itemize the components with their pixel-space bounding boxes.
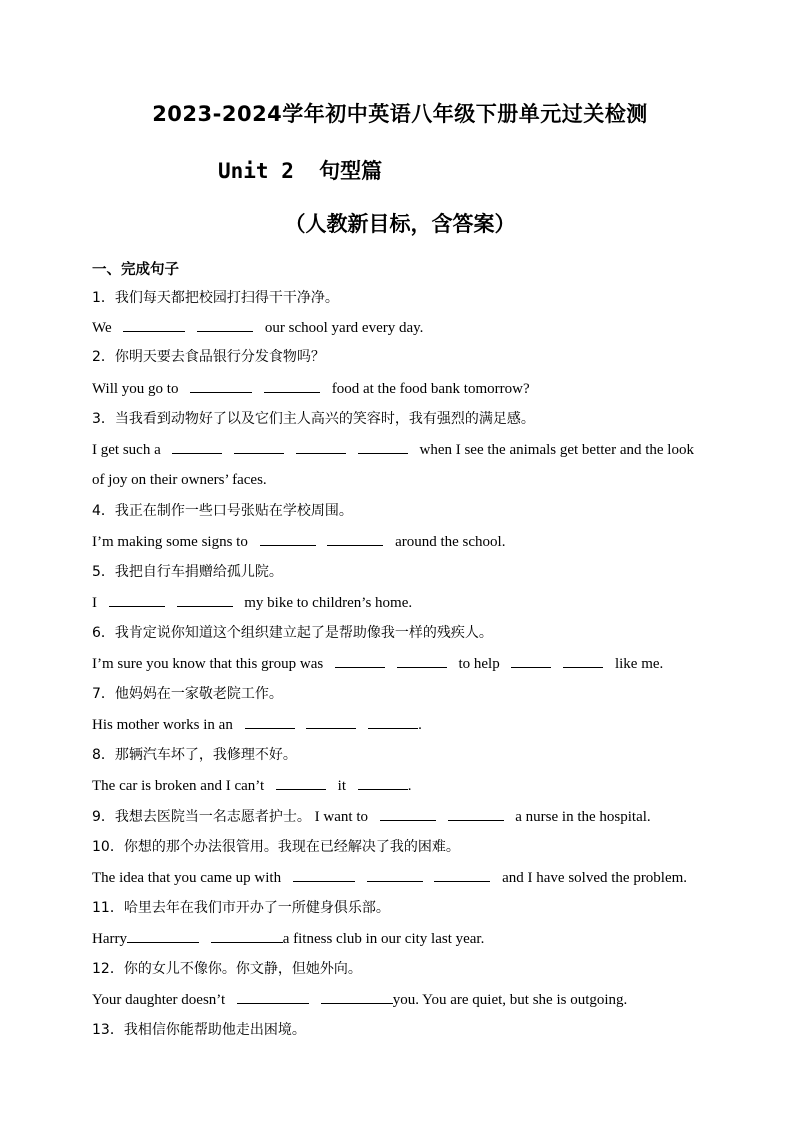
question-7-chinese: 7．他妈妈在一家敬老院工作。 bbox=[92, 686, 283, 702]
sentence-text: I’m making some signs to bbox=[92, 534, 248, 550]
sentence-text: a fitness club in our city last year. bbox=[282, 931, 485, 947]
answer-blank[interactable] bbox=[211, 928, 283, 943]
sentence-text: I bbox=[92, 595, 97, 611]
sentence-text: like me. bbox=[614, 656, 664, 672]
sentence-text: The idea that you came up with bbox=[92, 870, 282, 886]
sentence-text: a nurse in the hospital. bbox=[515, 809, 651, 825]
question-12-english bbox=[92, 989, 627, 1010]
question-3-chinese: 3．当我看到动物好了以及它们主人高兴的笑容时，我有强烈的满足感。 bbox=[92, 411, 535, 427]
answer-blank[interactable] bbox=[276, 775, 326, 790]
answer-blank[interactable] bbox=[397, 653, 447, 668]
answer-blank[interactable] bbox=[245, 714, 295, 729]
sentence-text: it bbox=[337, 778, 346, 794]
answer-blank[interactable] bbox=[367, 867, 423, 882]
sentence-text: my bike to children’s home. bbox=[244, 595, 413, 611]
answer-blank[interactable] bbox=[321, 989, 393, 1004]
sentence-text: Your daughter doesn’t bbox=[92, 992, 226, 1008]
question-2-chinese: 2．你明天要去食品银行分发食物吗？ bbox=[92, 349, 325, 365]
sentence-text: . bbox=[418, 717, 422, 733]
sentence-text: and I have solved the problem. bbox=[502, 870, 688, 886]
question-6-chinese: 6．我肯定说你知道这个组织建立起了是帮助像我一样的残疾人。 bbox=[92, 625, 493, 641]
sentence-text: to help bbox=[458, 656, 500, 672]
answer-blank[interactable] bbox=[190, 378, 252, 393]
question-10-english bbox=[92, 867, 687, 888]
answer-blank[interactable] bbox=[306, 714, 356, 729]
answer-blank[interactable] bbox=[434, 867, 490, 882]
question-1-chinese: 1．我们每天都把校园打扫得干干净净。 bbox=[92, 290, 339, 306]
answer-blank[interactable] bbox=[511, 653, 551, 668]
question-4-english bbox=[92, 531, 505, 552]
sentence-text: our school yard every day. bbox=[264, 320, 424, 336]
question-5-chinese: 5．我把自行车捐赠给孤儿院。 bbox=[92, 564, 283, 580]
sentence-text: Will you go to bbox=[92, 381, 179, 397]
sentence-text: around the school. bbox=[395, 534, 506, 550]
question-11-english bbox=[92, 928, 484, 949]
question-4-chinese: 4．我正在制作一些口号张贴在学校周围。 bbox=[92, 503, 353, 519]
answer-blank[interactable] bbox=[177, 592, 233, 607]
sentence-text: The car is broken and I can’t bbox=[92, 778, 265, 794]
edition-note: （人教新目标，含答案） bbox=[284, 212, 516, 236]
question-12-chinese: 12．你的女儿不像你。你文静，但她外向。 bbox=[92, 961, 362, 977]
question-9-chinese: 9．我想去医院当一名志愿者护士。 bbox=[92, 809, 311, 825]
answer-blank[interactable] bbox=[380, 806, 436, 821]
question-10-chinese: 10．你想的那个办法很管用。我现在已经解决了我的困难。 bbox=[92, 839, 460, 855]
question-7-english bbox=[92, 714, 422, 735]
sentence-text: when I see the animals get better and the look bbox=[419, 442, 694, 458]
sentence-text: I want to bbox=[314, 809, 368, 825]
answer-blank[interactable] bbox=[123, 317, 185, 332]
sentence-text: you. You are quiet, but she is outgoing. bbox=[392, 992, 628, 1008]
sentence-text: We bbox=[92, 320, 112, 336]
question-6-english bbox=[92, 653, 663, 674]
question-8-english bbox=[92, 775, 412, 796]
question-11-chinese: 11．哈里去年在我们市开办了一所健身俱乐部。 bbox=[92, 900, 390, 916]
question-5-english bbox=[92, 592, 412, 613]
answer-blank[interactable] bbox=[368, 714, 418, 729]
unit-subtitle: Unit 2 句型篇 bbox=[218, 159, 383, 183]
answer-blank[interactable] bbox=[264, 378, 320, 393]
answer-blank[interactable] bbox=[260, 531, 316, 546]
answer-blank[interactable] bbox=[335, 653, 385, 668]
answer-blank[interactable] bbox=[172, 439, 222, 454]
answer-blank[interactable] bbox=[296, 439, 346, 454]
answer-blank[interactable] bbox=[358, 775, 408, 790]
answer-blank[interactable] bbox=[237, 989, 309, 1004]
answer-blank[interactable] bbox=[327, 531, 383, 546]
sentence-text: I get such a bbox=[92, 442, 161, 458]
sentence-text: I’m sure you know that this group was bbox=[92, 656, 324, 672]
answer-blank[interactable] bbox=[293, 867, 355, 882]
question-3-english-continued: of joy on their owners’ faces. bbox=[92, 472, 267, 488]
answer-blank[interactable] bbox=[109, 592, 165, 607]
page-title: 2023-2024学年初中英语八年级下册单元过关检测 bbox=[152, 102, 648, 126]
question-9 bbox=[92, 806, 651, 827]
question-2-english bbox=[92, 378, 530, 399]
sentence-text: food at the food bank tomorrow? bbox=[331, 381, 530, 397]
answer-blank[interactable] bbox=[234, 439, 284, 454]
section-heading: 一、完成句子 bbox=[92, 262, 179, 278]
sentence-text: . bbox=[407, 778, 412, 794]
answer-blank[interactable] bbox=[563, 653, 603, 668]
question-13-chinese: 13．我相信你能帮助他走出困境。 bbox=[92, 1022, 306, 1038]
answer-blank[interactable] bbox=[127, 928, 199, 943]
sentence-text: Harry bbox=[92, 931, 127, 947]
answer-blank[interactable] bbox=[448, 806, 504, 821]
answer-blank[interactable] bbox=[197, 317, 253, 332]
question-3-english bbox=[92, 439, 694, 460]
question-1-english bbox=[92, 317, 423, 338]
question-8-chinese: 8．那辆汽车坏了，我修理不好。 bbox=[92, 747, 297, 763]
answer-blank[interactable] bbox=[358, 439, 408, 454]
sentence-text: His mother works in an bbox=[92, 717, 233, 733]
